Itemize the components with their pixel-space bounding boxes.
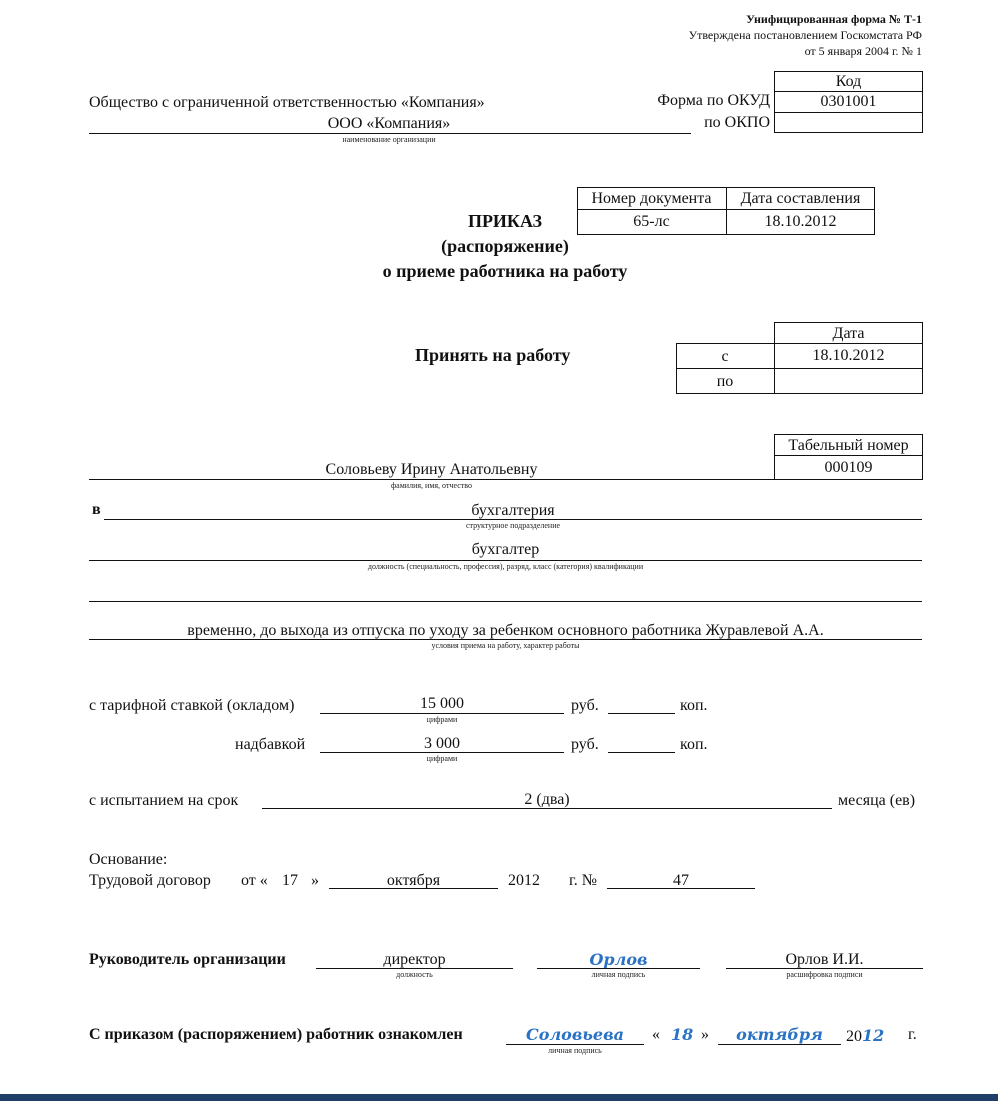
bonus-label: надбавкой bbox=[235, 736, 306, 753]
head-signature: Орлов bbox=[589, 950, 648, 969]
ack-close-quote: » bbox=[701, 1026, 709, 1043]
basis-day: 17 bbox=[282, 872, 298, 889]
rate-label: с тарифной ставкой (окладом) bbox=[89, 697, 295, 714]
footer-bar bbox=[0, 1094, 998, 1101]
org-short-name: ООО «Компания» bbox=[327, 115, 451, 132]
department: бухгалтерия bbox=[471, 502, 555, 519]
head-signature-caption: личная подпись bbox=[591, 970, 646, 979]
code-header: Код bbox=[835, 73, 862, 90]
tab-number-value: 000109 bbox=[824, 459, 873, 476]
ack-day: 18 bbox=[671, 1025, 694, 1044]
hire-date-header: Дата bbox=[832, 325, 865, 342]
approved-date: от 5 января 2004 г. № 1 bbox=[804, 44, 922, 58]
basis-number-label: г. № bbox=[569, 872, 598, 889]
head-name-caption: расшифровка подписи bbox=[786, 970, 863, 979]
okud-value: 0301001 bbox=[820, 93, 877, 110]
title-line1: ПРИКАЗ bbox=[467, 211, 543, 231]
org-full-name: Общество с ограниченной ответственностью «Компания» bbox=[89, 94, 485, 111]
rate-rub: руб. bbox=[571, 697, 599, 714]
bonus-rub: руб. bbox=[571, 736, 599, 753]
org-caption: наименование организации bbox=[342, 135, 436, 144]
ack-signature: Соловьева bbox=[526, 1025, 624, 1044]
hire-from-value: 18.10.2012 bbox=[812, 347, 885, 364]
hire-to-label: по bbox=[716, 373, 734, 390]
title-line2: (распоряжение) bbox=[441, 236, 569, 256]
ack-label: С приказом (распоряжением) работник ознакомлен bbox=[89, 1026, 463, 1043]
tab-number-header: Табельный номер bbox=[788, 437, 909, 454]
ack-month: октября bbox=[736, 1025, 823, 1044]
bonus-digits-caption: цифрами bbox=[426, 754, 458, 763]
basis-from: от « bbox=[241, 872, 268, 889]
bonus-value: 3 000 bbox=[424, 735, 460, 752]
basis-doc: Трудовой договор bbox=[89, 872, 211, 889]
ack-year bbox=[846, 1026, 884, 1046]
ack-open-quote: « bbox=[652, 1026, 660, 1043]
probation-label: с испытанием на срок bbox=[89, 792, 239, 809]
head-name: Орлов И.И. bbox=[785, 951, 864, 968]
head-position: директор bbox=[383, 951, 446, 968]
basis-label: Основание: bbox=[89, 851, 168, 868]
probation-value: 2 (два) bbox=[524, 791, 570, 808]
position: бухгалтер bbox=[471, 541, 540, 558]
basis-close-quote: » bbox=[311, 872, 319, 889]
hire-label: Принять на работу bbox=[415, 345, 571, 365]
bonus-kop: коп. bbox=[680, 736, 708, 753]
head-position-caption: должность bbox=[396, 970, 433, 979]
doc-number-value: 65-лс bbox=[633, 213, 670, 230]
employee-name: Соловьеву Ирину Анатольевну bbox=[325, 461, 538, 478]
title-line3: о приеме работника на работу bbox=[382, 261, 628, 281]
conditions-caption: условия приема на работу, характер работы bbox=[431, 641, 580, 650]
employee-name-caption: фамилия, имя, отчество bbox=[391, 481, 472, 490]
doc-number-header: Номер документа bbox=[591, 190, 712, 207]
okud-label: Форма по ОКУД bbox=[657, 92, 770, 109]
basis-month: октября bbox=[386, 872, 441, 889]
ack-year-suffix: 12 bbox=[862, 1026, 885, 1045]
in-label: в bbox=[92, 501, 101, 518]
basis-number: 47 bbox=[673, 872, 689, 889]
rate-kop: коп. bbox=[680, 697, 708, 714]
hire-from-label: с bbox=[721, 348, 729, 365]
rate-digits-caption: цифрами bbox=[426, 715, 458, 724]
rate-value: 15 000 bbox=[420, 695, 464, 712]
ack-year-label: г. bbox=[908, 1026, 917, 1043]
okpo-label: по ОКПО bbox=[704, 114, 770, 131]
basis-year: 2012 bbox=[508, 872, 540, 889]
ack-signature-caption: личная подпись bbox=[548, 1046, 602, 1055]
head-label: Руководитель организации bbox=[89, 951, 286, 968]
approved-text: Утверждена постановлением Госкомстата РФ bbox=[688, 28, 922, 42]
form-name: Унифицированная форма № Т-1 bbox=[746, 12, 922, 26]
conditions: временно, до выхода из отпуска по уходу за ребенком основного работника Журавлевой А.А. bbox=[187, 622, 824, 639]
doc-date-value: 18.10.2012 bbox=[764, 213, 837, 230]
department-caption: структурное подразделение bbox=[465, 521, 561, 530]
doc-date-header: Дата составления bbox=[740, 190, 861, 207]
position-caption: должность (специальность, профессия), разряд, класс (категория) квалификации bbox=[367, 562, 644, 571]
ack-year-prefix: 20 bbox=[846, 1028, 862, 1045]
probation-unit: месяца (ев) bbox=[838, 792, 916, 809]
